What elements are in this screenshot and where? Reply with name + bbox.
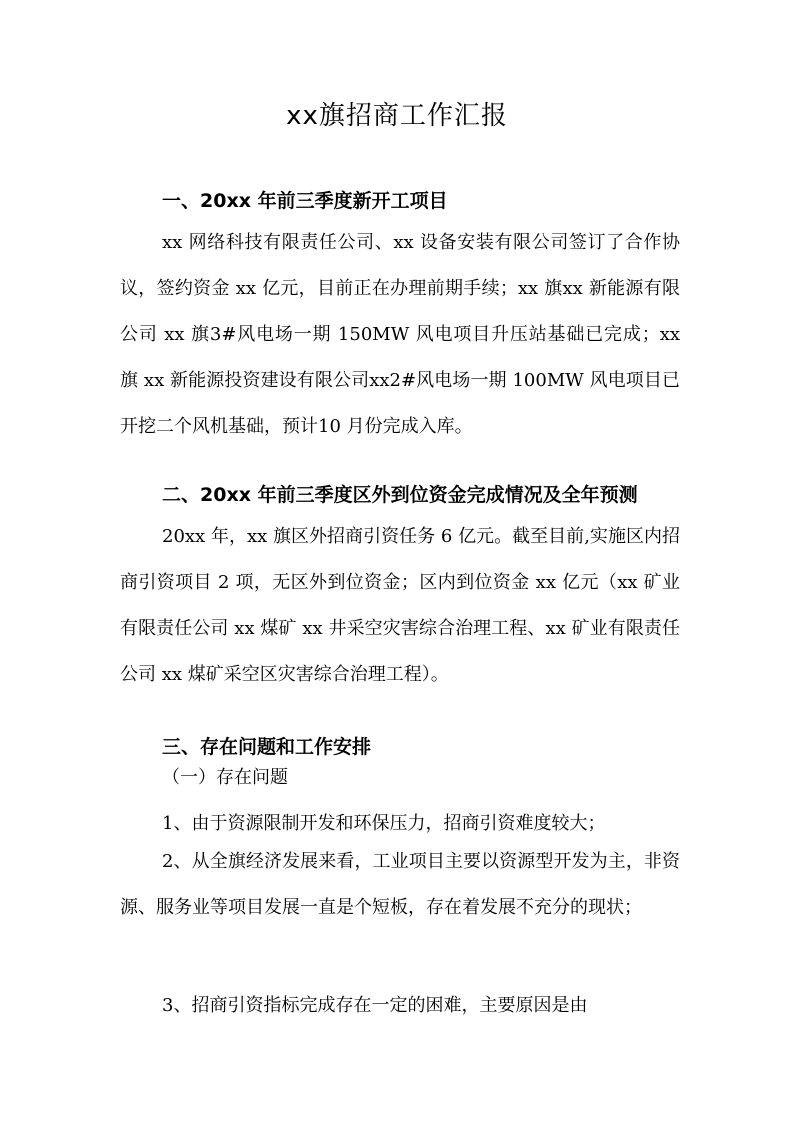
section-1-paragraph: xx 网络科技有限责任公司、xx 设备安装有限公司签订了合作协议，签约资金 xx 亿元，目前正在办理前期手续；xx 旗xx 新能源有限公司 xx 旗3#风电场一期 150MW 风电项目升压站基础已完成；xx 旗 xx 新能源投资建设有限公司xx2#风电场一期 100MW 风电项目已开挖二个风机基础，预计10 月份完成入库。 <box>120 232 680 437</box>
list-item-3: 3、招商引资指标完成存在一定的困难，主要原因是由 <box>162 995 588 1016</box>
section-2-heading: 二、20xx 年前三季度区外到位资金完成情况及全年预测 <box>162 484 638 506</box>
section-3-subheading: （一）存在问题 <box>162 767 288 788</box>
list-item-1: 1、由于资源限制开发和环保压力，招商引资难度较大； <box>162 813 606 834</box>
section-2-paragraph: 20xx 年，xx 旗区外招商引资任务 6 亿元。截至目前,实施区内招商引资项目 2 项，无区外到位资金；区内到位资金 xx 亿元（xx 矿业有限责任公司 xx 煤矿 xx 井采空灾害综合治理工程、xx 矿业有限责任公司 xx 煤矿采空区灾害综合治理工程）。 <box>120 526 680 685</box>
list-item-2: 2、从全旗经济发展来看，工业项目主要以资源型开发为主，非资源、服务业等项目发展一直是个短板，存在着发展不充分的现状； <box>120 851 680 918</box>
section-3-heading: 三、存在问题和工作安排 <box>162 736 372 758</box>
document-title: xx旗招商工作汇报 <box>286 101 508 131</box>
section-1-heading: 一、20xx 年前三季度新开工项目 <box>162 190 448 212</box>
